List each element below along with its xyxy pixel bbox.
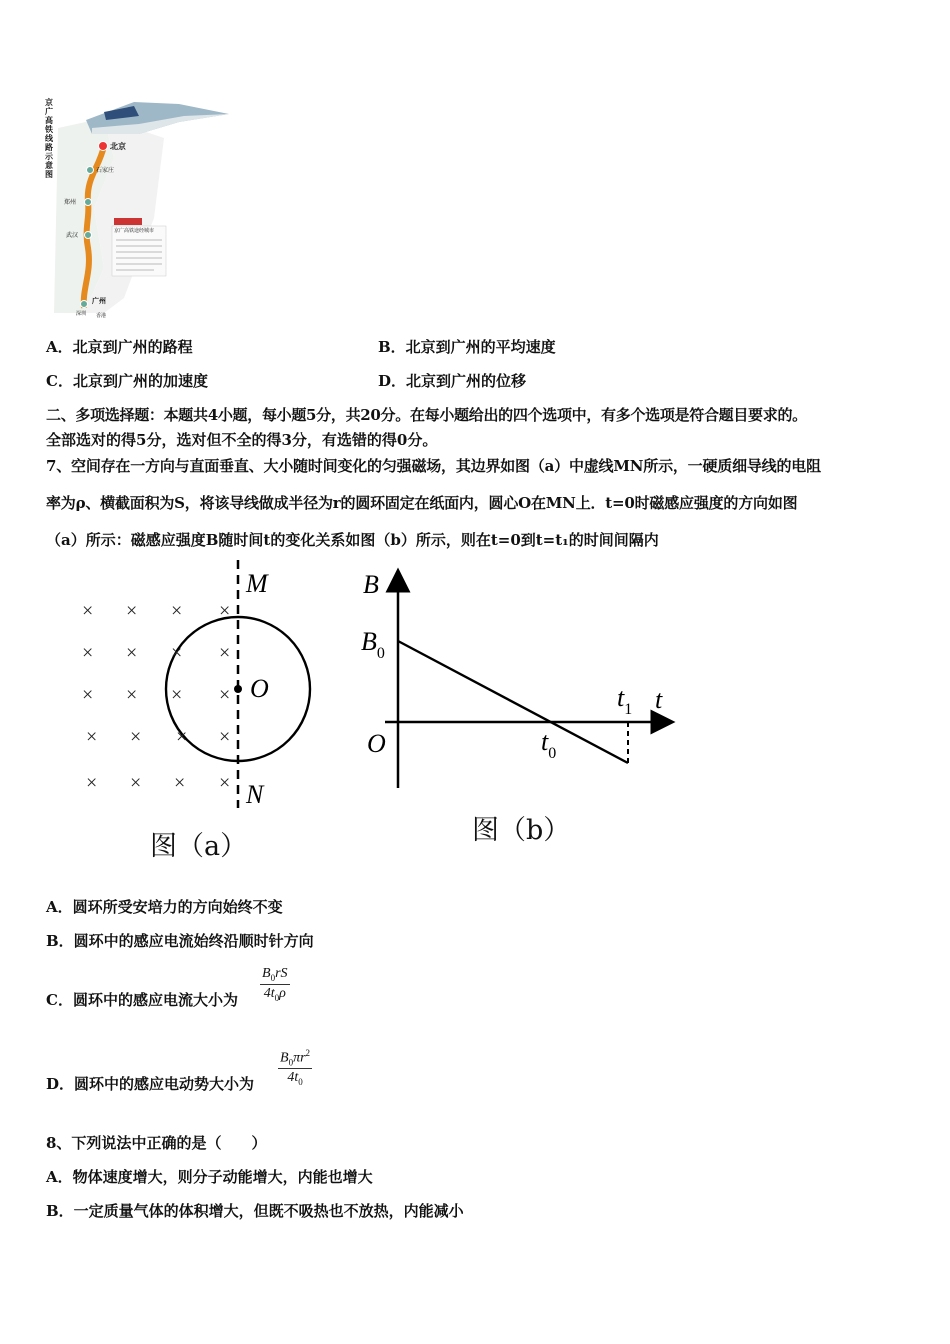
field-cross-mark: × bbox=[174, 772, 186, 794]
label-o: O bbox=[250, 674, 269, 703]
label-t0: $t_0$ bbox=[541, 727, 557, 762]
label-t-axis: t bbox=[655, 685, 663, 714]
figure-a bbox=[70, 560, 330, 870]
field-cross-mark: × bbox=[126, 684, 138, 706]
map-city-shenzhen: 深圳 bbox=[76, 311, 87, 317]
q7-stem-line2: 率为ρ、横截面积为S，将该导线做成半径为r的圆环固定在纸面内，圆心O在MN上．t=0时磁感应强度的方向如图 bbox=[46, 494, 798, 512]
map-city-shijiazhuang: 石家庄 bbox=[96, 167, 115, 174]
formula-c-fraction: $\frac{B_0rS}{4t_0\rho}$ bbox=[262, 966, 288, 1003]
field-cross-mark: × bbox=[219, 600, 231, 622]
field-cross-mark: × bbox=[82, 684, 94, 706]
field-cross-mark: × bbox=[219, 684, 231, 706]
label-t1: $t_1$ bbox=[617, 683, 633, 718]
map-city-zhengzhou: 郑州 bbox=[64, 199, 77, 206]
label-n: N bbox=[246, 780, 264, 809]
map-city-guangzhou: 广州 bbox=[92, 297, 106, 305]
field-cross-mark: × bbox=[126, 600, 138, 622]
q8-option-a: A．物体速度增大，则分子动能增大，内能也增大 bbox=[46, 1168, 373, 1186]
label-origin: O bbox=[367, 729, 386, 758]
q7-option-b: B．圆环中的感应电流始终沿顺时针方向 bbox=[46, 932, 314, 950]
map-city-beijing: 北京 bbox=[110, 142, 126, 151]
q8-stem: 8、下列说法中正确的是（ ） bbox=[46, 1134, 267, 1152]
q8-option-b: B．一定质量气体的体积增大，但既不吸热也不放热，内能减小 bbox=[46, 1202, 464, 1220]
map-city-hongkong: 香港 bbox=[96, 313, 107, 319]
section2-line1: 二、多项选择题：本题共4小题，每小题5分，共20分。在每小题给出的四个选项中，有多个选项是符合题目要求的。 bbox=[46, 406, 807, 424]
field-cross-mark: × bbox=[86, 772, 98, 794]
q6-option-a: A．北京到广州的路程 bbox=[46, 338, 193, 356]
figure-b-caption: 图（b） bbox=[472, 815, 571, 846]
field-cross-mark: × bbox=[82, 600, 94, 622]
field-cross-mark: × bbox=[130, 772, 142, 794]
figure-b bbox=[355, 560, 685, 860]
formula-d-fraction: $\frac{B_0\pi r^2}{4t_0}$ bbox=[280, 1048, 311, 1088]
label-b-axis: B bbox=[363, 570, 379, 599]
label-b0: $B_0$ bbox=[361, 627, 385, 662]
map-city-wuhan: 武汉 bbox=[66, 232, 79, 239]
field-cross-mark: × bbox=[82, 642, 94, 664]
field-cross-mark: × bbox=[86, 726, 98, 748]
q6-option-d: D．北京到广州的位移 bbox=[378, 372, 527, 390]
q7-stem-line1: 7、空间存在一方向与直面垂直、大小随时间变化的匀强磁场，其边界如图（a）中虚线MN所示，一硬质细导线的电阻 bbox=[46, 457, 821, 475]
b-t-graph-line bbox=[398, 641, 628, 763]
center-point-o bbox=[234, 685, 242, 693]
field-cross-mark: × bbox=[126, 642, 138, 664]
section2-line2: 全部选对的得5分，选对但不全的得3分，有选错的得0分。 bbox=[46, 431, 438, 449]
field-cross-mark: × bbox=[176, 726, 188, 748]
q7-option-c: C．圆环中的感应电流大小为 bbox=[46, 991, 238, 1009]
field-cross-mark: × bbox=[219, 642, 231, 664]
q7-option-a: A．圆环所受安培力的方向始终不变 bbox=[46, 898, 283, 916]
railway-map-image bbox=[44, 98, 230, 320]
field-cross-mark: × bbox=[130, 726, 142, 748]
field-cross-mark: × bbox=[219, 772, 231, 794]
field-cross-mark: × bbox=[171, 600, 183, 622]
field-cross-mark: × bbox=[219, 726, 231, 748]
map-legend-header: 京广高铁途经城市 bbox=[114, 228, 155, 234]
field-cross-mark: × bbox=[171, 684, 183, 706]
q7-option-d: D．圆环中的感应电动势大小为 bbox=[46, 1075, 255, 1093]
map-vertical-title: 京广高铁线路示意图 bbox=[45, 98, 53, 179]
q6-option-c: C．北京到广州的加速度 bbox=[46, 372, 208, 390]
figure-a-caption: 图（a） bbox=[150, 831, 248, 862]
q6-option-b: B．北京到广州的平均速度 bbox=[378, 338, 556, 356]
q7-stem-line3: （a）所示：磁感应强度B随时间t的变化关系如图（b）所示，则在t=0到t=t₁的时间间隔内 bbox=[46, 531, 659, 549]
field-cross-mark: × bbox=[171, 642, 183, 664]
label-m: M bbox=[246, 569, 268, 598]
